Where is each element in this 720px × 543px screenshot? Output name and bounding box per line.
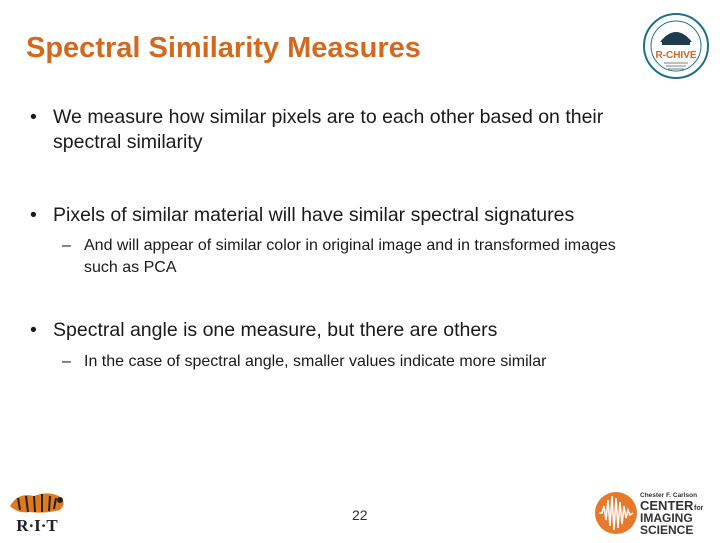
sub-bullet-item <box>62 351 652 373</box>
bullet-text: Spectral angle is one measure, but there are others <box>53 319 498 341</box>
bullet-marker: • <box>30 106 37 128</box>
bullet-text: Pixels of similar material will have similar spectral signatures <box>53 204 575 226</box>
r-chive-logo <box>642 12 710 80</box>
bullet-item <box>30 203 670 228</box>
page-number: 22 <box>352 507 368 523</box>
slide-title: Spectral Similarity Measures <box>26 32 421 64</box>
cis-line3: for <box>694 505 704 512</box>
sub-bullet-marker: – <box>62 353 71 370</box>
rit-logo <box>4 484 70 536</box>
bullet-marker: • <box>30 204 37 226</box>
r-chive-name: R-CHIVE <box>655 50 697 61</box>
cis-line5: SCIENCE <box>640 523 694 537</box>
cis-line2: CENTER <box>640 498 694 513</box>
sub-bullet-marker: – <box>62 237 71 254</box>
bullet-item <box>30 318 670 343</box>
sub-bullet-text: In the case of spectral angle, smaller values indicate more similar <box>84 353 547 370</box>
cis-line1: Chester F. Carlson <box>640 492 698 499</box>
bullet-item <box>30 105 670 155</box>
bullet-marker: • <box>30 319 37 341</box>
rit-wordmark: R·I·T <box>16 516 58 535</box>
sub-bullet-item <box>62 235 652 279</box>
sub-bullet-text: And will appear of similar color in original image and in transformed images such as PCA <box>84 237 616 276</box>
bullet-text: We measure how similar pixels are to each other based on their spectral similarity <box>53 106 604 153</box>
cis-line4: IMAGING <box>640 511 693 525</box>
cis-logo <box>594 488 716 538</box>
